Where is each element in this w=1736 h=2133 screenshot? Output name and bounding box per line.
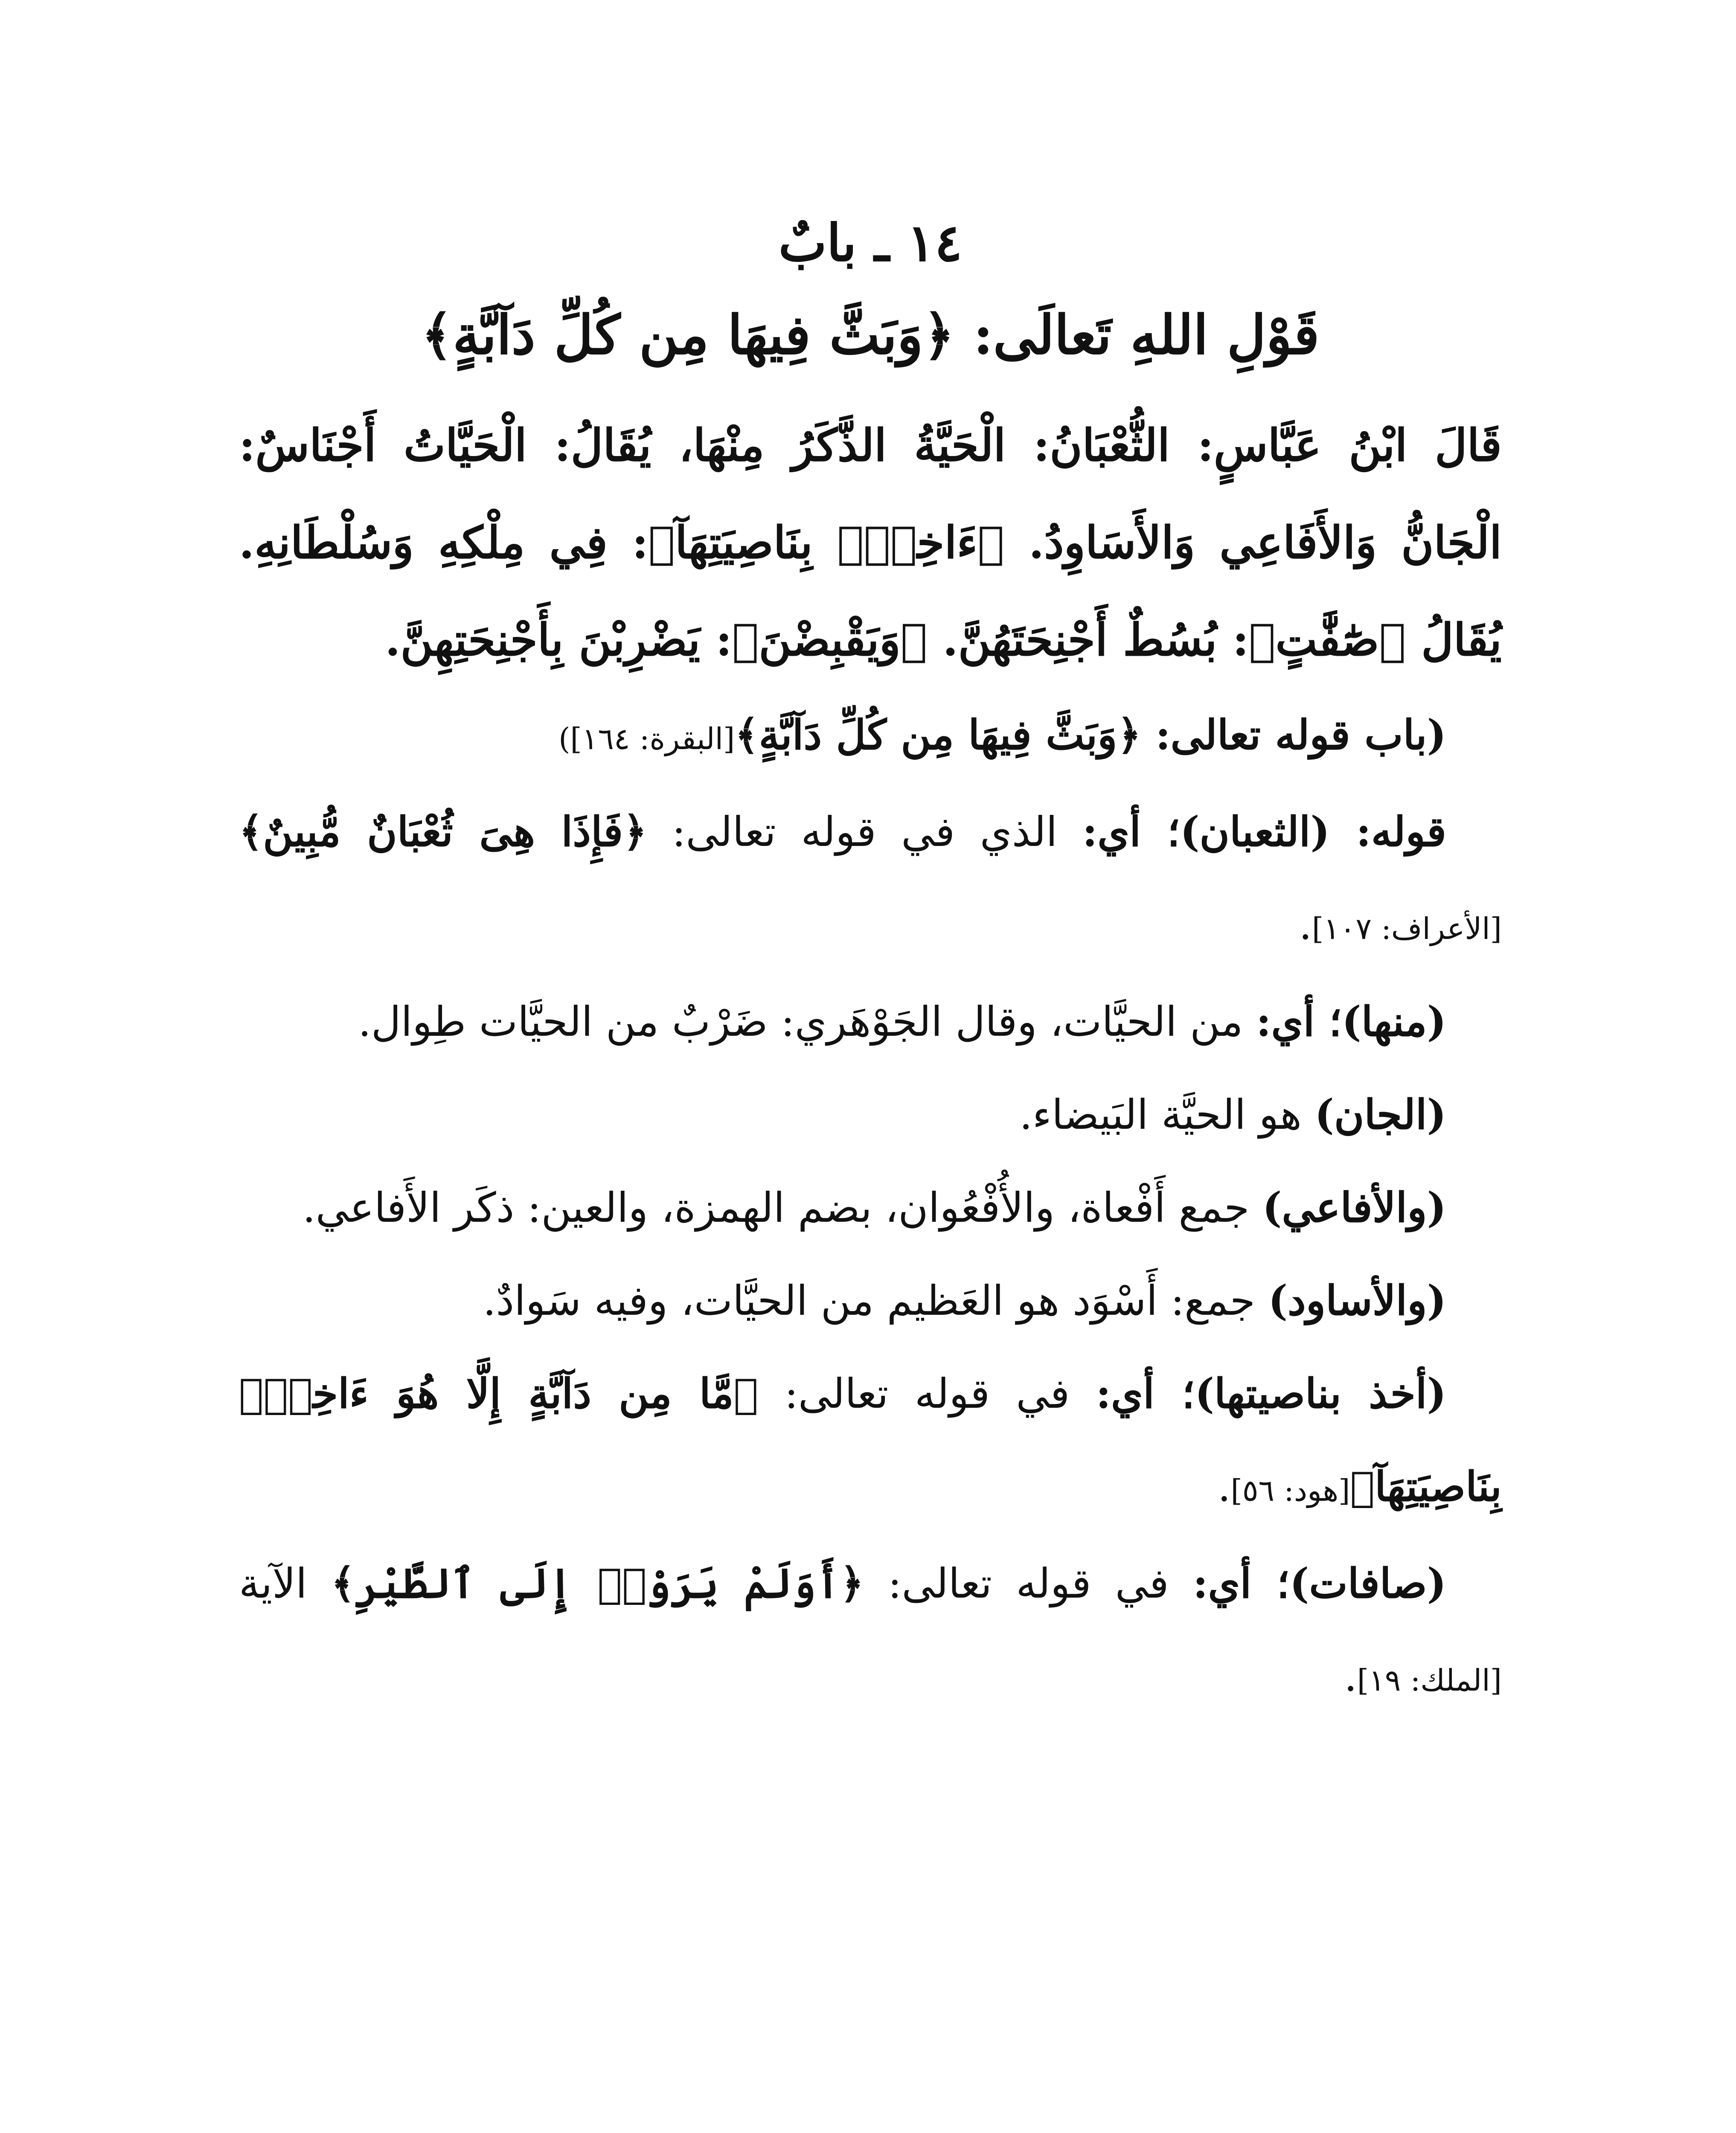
commentary-heading: (باب قوله تعالى: ﴿وَبَثَّ فِيهَا مِن كُلِّ دَآبَّةٍ﴾ <box>735 711 1446 759</box>
commentary-keyword: (الجان) <box>1314 1090 1446 1139</box>
commentary-text: هو الحيَّة البَيضاء. <box>1019 1091 1315 1139</box>
commentary-text: في قوله تعالى: <box>758 1370 1096 1418</box>
commentary-keyword: (والأفاعي) <box>1262 1183 1446 1232</box>
chapter-number: ١٤ ـ بابٌ <box>778 213 963 273</box>
commentary-end: . <box>1299 901 1312 949</box>
verse-reference: [الأعراف: ١٠٧] <box>1311 911 1502 946</box>
commentary-paragraph-2 <box>239 785 1502 975</box>
verse-reference: [البقرة: ١٦٤]) <box>558 721 735 756</box>
verse-reference: [هود: ٥٦] <box>1230 1473 1350 1508</box>
commentary-text: في قوله تعالى: <box>864 1560 1193 1607</box>
commentary-end: . <box>1344 1653 1357 1700</box>
commentary-text-2: الآية <box>239 1560 331 1607</box>
hadith-main-text: قَالَ ابْنُ عَبَّاسٍ: الثُّعْبَانُ: الْحَيَّةُ الذَّكَرُ مِنْهَا، يُقَالُ: الْحَيَّاتُ أَجْنَاسٌ: الْجَانُّ وَالأَفَاعِي وَالأَسَاوِدُ. ﴿ءَاخِذٌۢ بِنَاصِيَتِهَآ﴾: فِي مِلْكِهِ وَسُلْطَانِهِ. يُقَالُ ﴿صَٰٓفَّٰتٍ﴾: بُسُطٌ أَجْنِحَتَهُنَّ. ﴿وَيَقْبِضْنَ﴾: يَضْرِبْنَ بِأَجْنِحَتِهِنَّ. <box>239 419 1502 666</box>
commentary-text: الذي في قوله تعالى: <box>647 808 1082 856</box>
commentary-paragraph-5 <box>239 1161 1502 1254</box>
commentary-keyword: (والأساود) <box>1268 1276 1446 1325</box>
commentary-keyword: (صافات)؛ أي: <box>1192 1559 1447 1607</box>
commentary-keyword: (أخذ بناصيتها)؛ أي: <box>1096 1369 1447 1418</box>
page-content <box>239 201 1502 1727</box>
commentary-paragraph-8 <box>239 1537 1502 1727</box>
commentary-keyword: قوله: (الثعبان)؛ أي: <box>1082 808 1447 856</box>
commentary-text: جمع أَفْعاة، والأُفْعُوان، بضم الهمزة، والعين: ذكَر الأَفاعي. <box>302 1184 1262 1232</box>
commentary-paragraph-4 <box>239 1068 1502 1161</box>
commentary-end: . <box>1218 1463 1231 1511</box>
quran-verse: ﴿مَّا مِن دَآبَّةٍ إِلَّا هُوَ ءَاخِذٌۢ بِنَاصِيَتِهَآ﴾ <box>239 1369 1502 1511</box>
chapter-title: قَوْلِ اللهِ تَعالَى: ﴿وَبَثَّ فِيهَا مِن كُلِّ دَآبَّةٍ﴾ <box>421 303 1320 366</box>
commentary-paragraph-1 <box>239 689 1502 785</box>
verse-reference: [الملك: ١٩] <box>1357 1663 1502 1698</box>
quran-verse: ﴿أَوَلَمْ يَرَوْا۟ إِلَى ٱلطَّيْرِ﴾ <box>331 1559 864 1607</box>
commentary-keyword: (منها)؛ أي: <box>1256 997 1446 1046</box>
commentary-paragraph-3 <box>239 975 1502 1068</box>
commentary-paragraph-6 <box>239 1254 1502 1347</box>
commentary-text: من الحيَّات، وقال الجَوْهَري: ضَرْبٌ من الحيَّات طِوال. <box>358 998 1256 1046</box>
commentary-text: جمع: أَسْوَد هو العَظيم من الحيَّات، وفيه سَوادٌ. <box>483 1277 1268 1325</box>
commentary-paragraph-7 <box>239 1347 1502 1537</box>
quran-verse: ﴿فَإِذَا هِىَ ثُعْبَانٌ مُّبِينٌ﴾ <box>239 808 647 856</box>
